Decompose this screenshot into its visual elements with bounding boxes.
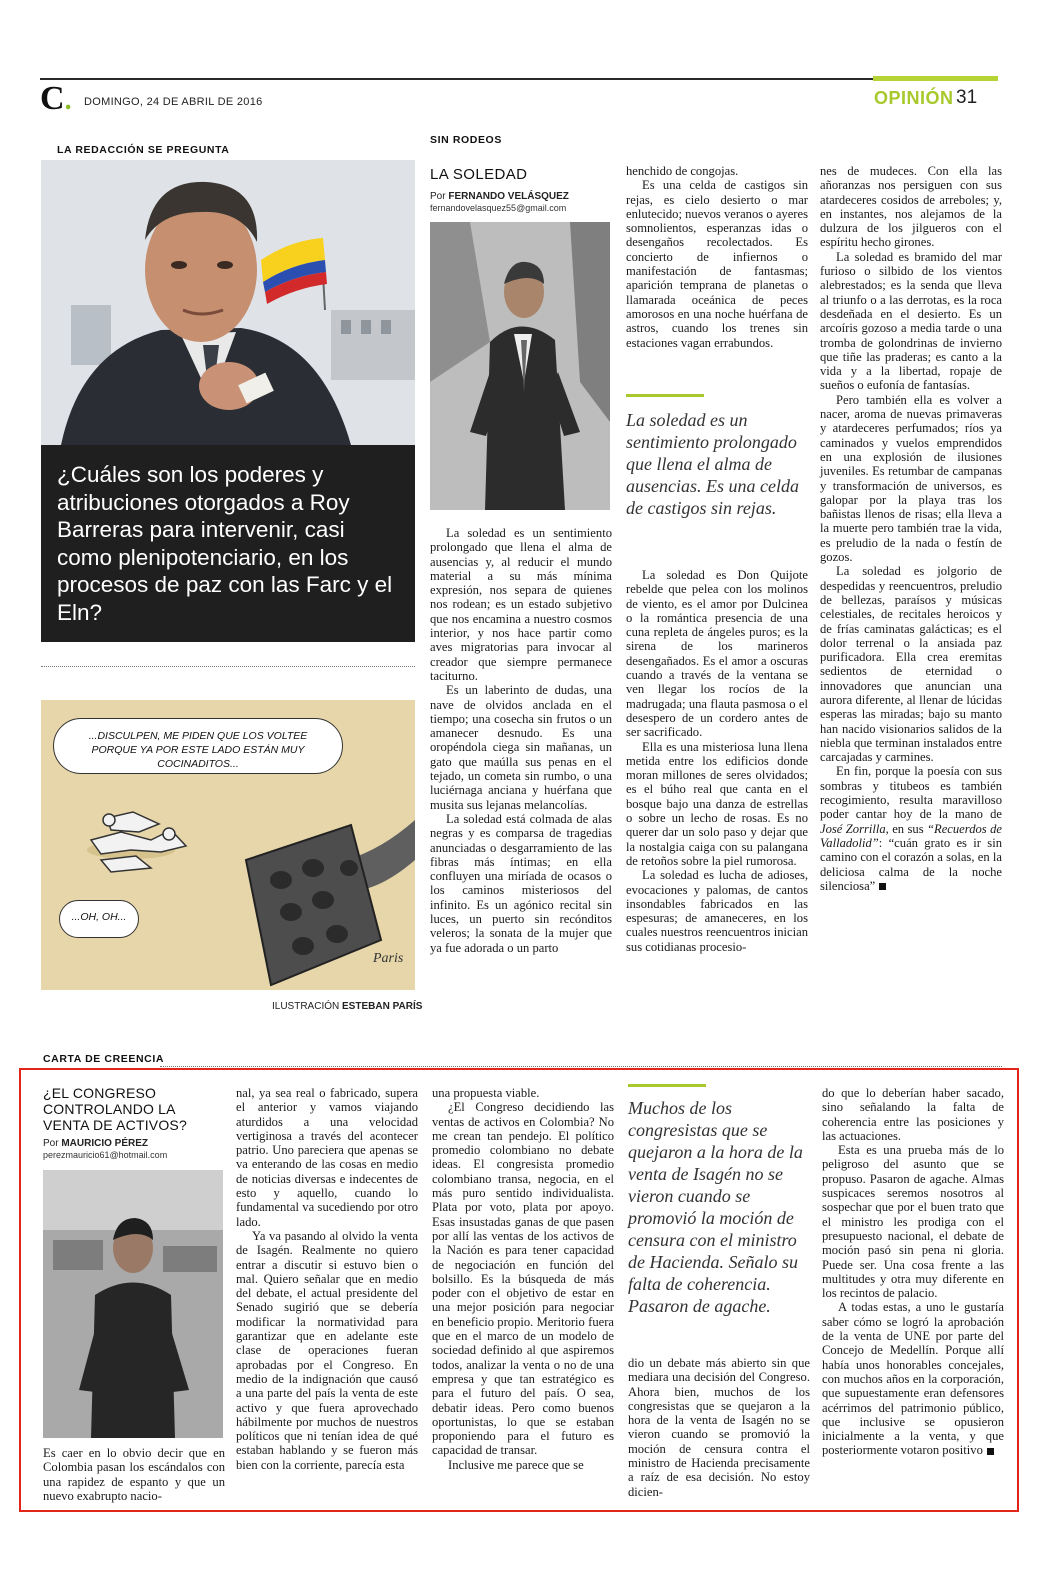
article-column-2 — [432, 1086, 614, 1472]
author-photo-illustration — [430, 222, 610, 510]
article-title: LA SOLEDAD — [430, 166, 528, 183]
paragraph: La soledad está colmada de alas negras y es comparsa de tragedias anunciadas o desgarramiento de las fibras más íntimas; en ella confluyen una miríada de ocasos o los caminos misteriosos del infinito. Es un agónico recital sin luces, un puerto sin recónditos veleros; la sonata de la mujer que ya fue adorada o un parto — [430, 811, 612, 955]
cartoon-speech-bubble: ...DISCULPEN, ME PIDEN QUE LOS VOLTEE PORQUE YA POR ESTE LADO ESTÁN MUY COCINADITOS... — [53, 718, 343, 774]
page-number: 31 — [956, 87, 978, 108]
article-column-3 — [820, 164, 1002, 893]
article-column-2-top — [626, 164, 808, 350]
paragraph: Pero también ella es volver a nacer, aroma de nuevas primaveras y atardeceres perfumados; ríos ya caminados y vuelos emprendidos en una explosión de ilusiones juveniles. Es retumbar de campanas y transformación de universos, es galopar por la playa tras los bañistas llenos de risas; ella lleva a la muerte pero también trae la vida, es preludio de la nada o festín de gozos. — [820, 392, 1002, 565]
pull-quote: La soledad es un sentimiento prolongado que llena el alma de ausencias. Es una celda de castigos sin rejas. — [626, 410, 799, 518]
paragraph: ¿El Congreso decidiendo las ventas de activos en Colombia? No me crean tan pendejo. El político promedio colombiano no debate ideas. El congresista promedio colombiano transa, negocia, en el más puro sentido individualista. Plata por voto, plata por apoyo. Esas insustadas ganas de que pasen por allí las ventas de los activos de la Nación es para tener capacidad de negociación en función del bolsillo. Es la búsqueda de más poder con el objetivo de estar en una mejor posición para negociar en beneficio propio. Meritorio fuera que en el marco de un modelo de sociedad definido al que aspiremos todos, analizar la venta o no de una empresa y que tan estratégico es para el futuro del país. O sea, debatir ideas. Pero como buenos oportunistas, lo que se estaban proponiendo para el futuro es capacidad de transar. — [432, 1100, 614, 1458]
header-rule — [40, 78, 998, 80]
cartoon-speech-bubble-small: ...OH, OH... — [59, 900, 139, 938]
author-email: fernandovelasquez55@gmail.com — [430, 203, 567, 213]
edition-date: DOMINGO, 24 DE ABRIL DE 2016 — [84, 96, 263, 108]
paragraph: La soledad es Don Quijote rebelde que pelea con los molinos de viento, es el amor por Dulcinea o la romántica presencia de una cuna repleta de ángeles puros; es la sirena de los marineros desengañados. Es el amor a oscuras cuando a través de la ventana se ven llegar los rocíos de la madrugada; una flauta pasmosa o el desespero de un cordero antes de ser sacrificado. — [626, 568, 808, 740]
paragraph: Inclusive me parece que se — [448, 1457, 584, 1472]
paragraph: La soledad es bramido del mar furioso o silbido de los vientos alebrestados; es la senda que lleva al triunfo o a las derrotas, es la roca desdeñada en el desierto. Es un arcoíris gozoso a media tarde o una tromba de golondrinas de invierno que tiñe las praderas; es canto a la vida y a la libertad, ropaje de sueños o eufonía de fantasías. — [820, 249, 1002, 393]
pull-quote: Muchos de los congresistas que se quejaron a la hora de la venta de Isagén no se vieron cuando se promovió la moción de censura con el ministro de Hacienda. Señalo su falta de coherencia. Pasaron de agache. — [628, 1098, 803, 1316]
roy-barreras-photo — [41, 160, 415, 445]
paragraph: nes de mudeces. Con ella las añoranzas nos persiguen con sus atardeceres cosidos de arreboles; y, en instantes, nos alejamos de la dulzura de los jilgueros con el espíritu hecho girones. — [820, 164, 1002, 250]
fernando-velasquez-photo — [430, 222, 610, 510]
paragraph: La soledad es lucha de adioses, evocaciones y palomas, de cantos insondables fabricados en las espesuras; de amaneceres, en los cuales nuestros reencuentros inician sus cotidianas procesio- — [626, 868, 808, 954]
paragraph: dio un debate más abierto sin que mediara una decisión del Congreso. Ahora bien, muchos de los congresistas que se quejaron a la hora de la venta de Isagén no se vieron cuando se promovió la moción de censura contra el ministro de Hacienda precisamente a raíz de esa decisión. No estoy dicien- — [628, 1356, 810, 1499]
sin-rodeos-kicker: SIN RODEOS — [430, 134, 502, 146]
closing-paragraph: En fin, porque la poesía con sus sombras y titubeos es también recogimiento, resulta maravilloso poder cantar hoy de la mano de José Zorrilla, en sus “Recuerdos de Valladolid”: “cuán grato es ir sin camino con el corazón a solas, en la deliciosa calma de la noche silenciosa” — [820, 764, 1002, 893]
pull-quote-rule — [628, 1084, 706, 1087]
divider — [41, 666, 415, 667]
paragraph: Esta es una prueba más de lo peligroso del asunto que se propuso. Pasaron de agache. Almas suspicaces seremos nosotros al sospechar que por el buen trato que el ministro les prodiga con el presupuesto nacional, el debate de moción pasó sin pena ni gloria. Puede ser. Una cosa frente a las multitudes y otra muy diferente en los recintos de palacio. — [822, 1143, 1004, 1301]
article-byline: Por MAURICIO PÉREZ — [43, 1138, 149, 1149]
pull-quote-rule — [626, 394, 704, 397]
paragraph: Ella es una misteriosa luna llena metida entre los edificios donde moran millones de seres olvidados; es el búho real que canta en el bosque bajo una danza de estrellas o sobre un lecho de rosas. Es no querer dar un solo paso y dejar que la nostalgia caiga con su palangana de retoños sobre la piel rumorosa. — [626, 739, 808, 868]
author-email: perezmauricio61@hotmail.com — [43, 1150, 168, 1160]
article-column-3 — [628, 1356, 810, 1499]
paragraph: La soledad es jolgorio de despedidas y reencuentros, preludio de bellezas, paraísos y músicas celestiales, de recitales heroicos y de frías caminatas galácticas; es el dolor terrenal o la ansiada paz purificadora. Ella crea eremitas sedientos de eternidad o innovadores que anuncian una aurora diferente, al llenar de lúcidas esperas las miradas; bajo su manto han nacido visionarios salidos de la niebla que terminan instalados entre carcajadas y carmines. — [820, 564, 1002, 765]
article-byline: Por FERNANDO VELÁSQUEZ — [430, 191, 569, 202]
mauricio-perez-photo — [43, 1170, 223, 1438]
cartoon-signature: Paris — [373, 951, 404, 966]
carta-kicker: CARTA DE CREENCIA — [43, 1053, 165, 1065]
divider — [160, 1066, 1002, 1067]
question-box — [41, 445, 415, 642]
paragraph: henchido de congojas. — [626, 164, 739, 178]
paragraph: Es una celda de castigos sin rejas, es cielo desierto o mar enlutecido; nuevos veranos o ayeres somnolientos, esperanzas idas o desengaños recolectados. Es concierto de infiernos o manifestación de fantasmas; aparición temprana de planetas o llamarada oceánica de peces amorosos en una noche huérfana de astros, cuando los trenes sin estaciones vagan errabundos. — [626, 178, 808, 350]
article-title: ¿EL CONGRESO CONTROLANDO LA VENTA DE ACTIVOS? — [43, 1085, 187, 1133]
paragraph: A todas estas, a uno le gustaría saber cómo se logró la aprobación de la venta de UNE por parte del Concejo de Medellín. Porque allí había unos honorables concejales, con muchos años en la corporación, que supuestamente eran defensores acérrimos del patrimonio público, que inclusive se opusieron inicialmente a la venta, y que posteriormente votaron positivo — [822, 1300, 1004, 1458]
end-mark-icon — [879, 883, 886, 890]
paragraph: una propuesta viable. — [432, 1086, 540, 1100]
article-column-2-bottom — [626, 568, 808, 954]
article-column-1 — [236, 1086, 418, 1472]
section-name: OPINIÓN — [874, 88, 954, 108]
article-column-4 — [822, 1086, 1004, 1458]
article-column-0 — [43, 1446, 225, 1503]
paragraph: do que lo deberían haber sacado, sino señalando la falta de coherencia entre las posiciones y las actuaciones. — [822, 1086, 1004, 1143]
roy-barreras-illustration — [41, 160, 415, 445]
redaccion-question: ¿Cuáles son los poderes y atribuciones otorgados a Roy Barreras para intervenir, casi como plenipotenciario, en los procesos de paz con las Farc y el Eln? — [57, 462, 393, 625]
paragraph: Ya va pasando al olvido la venta de Isagén. Realmente no quiero entrar a discutir si estuvo bien o mal. Quiero señalar que en medio del debate, el actual presidente del Senado sugirió que se debería modificar la normatividad para garantizar que en adelante este clase de operaciones fueran aprobadas por el Congreso. En medio de la indignación que causó a una parte del país la venta de este activo y que fuera aprovechado hábilmente por muchos de nuestros políticos que ni tenían idea de qué estaban hablando y se fueron más bien con la corriente, parecía esta — [236, 1228, 418, 1472]
paragraph: Es caer en lo obvio decir que en Colombia pasan los escándalos con una rapidez de espanto y que un nuevo exabrupto nacio- — [43, 1446, 225, 1503]
cartoon-credit: ILUSTRACIÓN ESTEBAN PARÍS — [272, 1001, 423, 1012]
article-column-1 — [430, 526, 612, 955]
paragraph: nal, ya sea real o fabricado, supera el anterior y vamos viajando aturdidos a una velocidad vertiginosa a través del acontecer patrio. Uno pareciera que apenas se va enterando de las cosas en medio de noticias diversas e indecentes de esto y aquello, cuando lo fundamental va sucediendo por otro lado. — [236, 1086, 418, 1229]
end-mark-icon — [987, 1448, 994, 1455]
redaccion-kicker: LA REDACCIÓN SE PREGUNTA — [57, 144, 230, 156]
header-accent-bar — [873, 76, 998, 81]
paragraph: La soledad es un sentimiento prolongado que llena el alma de ausencias y, al reducir el mundo material a su más mínima expresión, nos separa de quienes nos rodean; es un estado subjetivo que nos encamina a nuestro cosmos interior, y nos hace partir como aves migratorias para invocar al creador que siempre permanece taciturno. — [430, 526, 612, 683]
paragraph: Es un laberinto de dudas, una nave de olvidos anclada en el tiempo; una cosecha sin frutos o un amanecer desnudo. Es una oropéndola ciega sin mañanas, un gato que maúlla sus penas en el tejado, un cometa sin rumbo, o una luciérnaga anciana y huérfana que musita sus lejanas melancolías. — [430, 683, 612, 812]
newspaper-logo: C. — [40, 80, 72, 117]
author-photo-illustration — [43, 1170, 223, 1438]
editorial-cartoon — [41, 700, 415, 990]
